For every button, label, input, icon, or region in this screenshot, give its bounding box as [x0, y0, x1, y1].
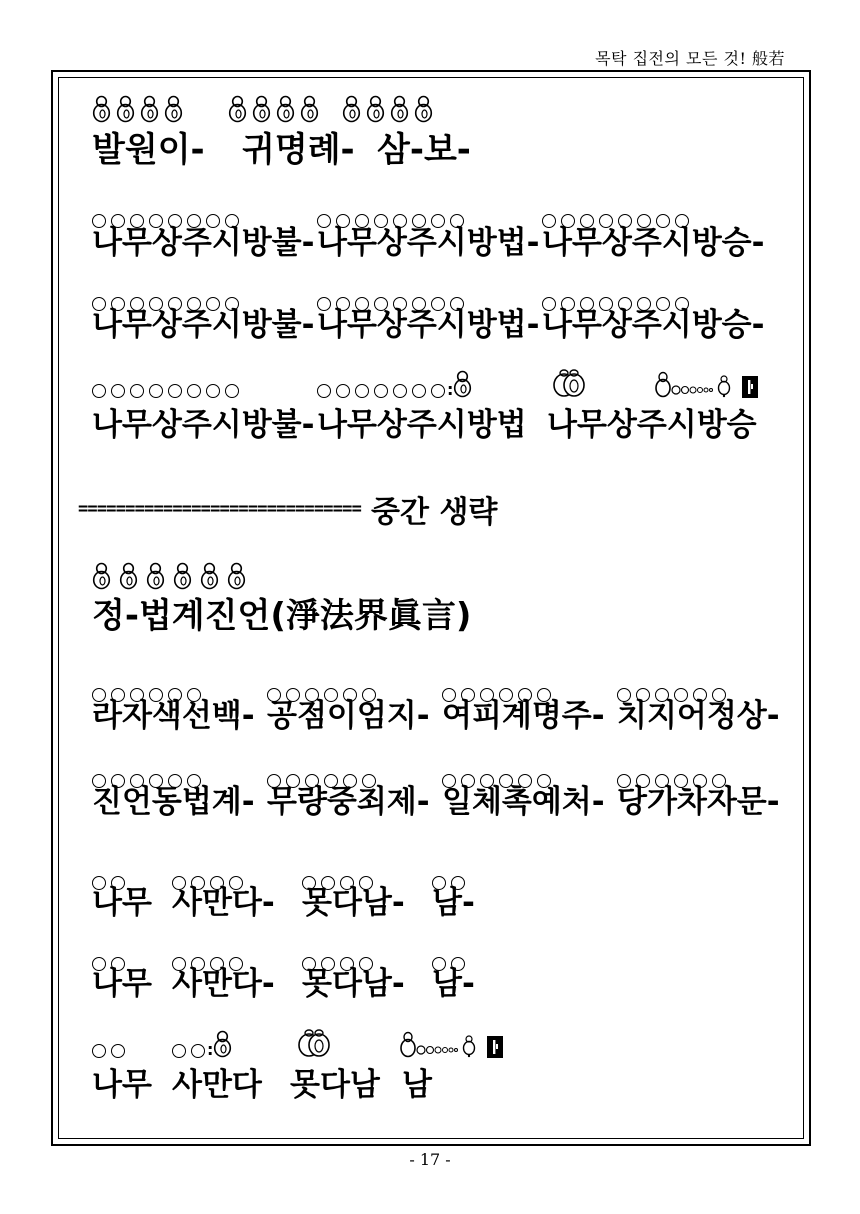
mantra-segment: 남: [402, 1067, 432, 1103]
beat-circle-icon: [412, 384, 426, 398]
mantra-segment: 나무: [92, 966, 152, 1002]
verse-segment: 치지어정상-: [617, 698, 780, 734]
chant-line: [92, 224, 765, 262]
mantra-segment: 사만다-: [172, 966, 275, 1002]
moktak-bell-icon: [119, 562, 138, 590]
chant-segment: 나무상주시방불-: [92, 225, 315, 261]
verse-segment: 당가차자문-: [617, 784, 780, 820]
double-gong-icon: [552, 368, 588, 398]
beat-circle-icon: [92, 384, 106, 398]
mantra-line: [92, 884, 475, 922]
title-segment: 삼-보-: [377, 130, 471, 170]
bell-marks-row: [92, 562, 254, 590]
moktak-bell-icon: [140, 95, 159, 123]
colon-mark-icon: :: [447, 380, 454, 399]
beat-circle-icon: [130, 384, 144, 398]
mantra-segment: 못다남: [290, 1067, 380, 1103]
verse-segment: 일체촉예처-: [442, 784, 605, 820]
verse-segment: 여피계명주-: [442, 698, 605, 734]
beat-row-final: [92, 370, 758, 398]
mantra-line-final: [92, 1066, 432, 1104]
verse-line: [92, 697, 780, 735]
beat-circle-icon: [172, 1044, 186, 1058]
chant-segment: 나무상주시방불-: [92, 407, 315, 443]
mantra-line: [92, 965, 475, 1003]
beat-circle-icon: [111, 1044, 125, 1058]
beat-circle-icon: [206, 384, 220, 398]
chant-segment: 나무상주시방불-: [92, 307, 315, 343]
moktak-bell-icon: [92, 562, 111, 590]
chant-segment: 나무상주시방승-: [542, 225, 765, 261]
moktak-bell-icon: [92, 95, 111, 123]
moktak-bell-icon: [200, 562, 219, 590]
moktak-bell-icon: [300, 95, 319, 123]
chant-line: [92, 306, 765, 344]
divider-line: ==============================: [78, 499, 362, 519]
mantra-segment: 남-: [432, 966, 475, 1002]
chant-segment: 나무상주시방법: [317, 407, 527, 443]
beat-circle-icon: [374, 384, 388, 398]
colon-mark-icon: :: [207, 1040, 214, 1059]
stop-marker-icon: [742, 376, 758, 398]
verse-segment: 공점이엄지-: [267, 698, 430, 734]
verse-line: [92, 783, 780, 821]
beat-circle-icon: [225, 384, 239, 398]
moktak-bell-icon: [173, 562, 192, 590]
moktak-bell-icon: [116, 95, 135, 123]
beat-circle-icon: [149, 384, 163, 398]
mantra-segment: 나무: [92, 885, 152, 921]
mallet-roll-icon: [654, 370, 734, 398]
beat-circle-icon: [168, 384, 182, 398]
omission-divider: [78, 487, 497, 531]
beat-circle-icon: [336, 384, 350, 398]
moktak-bell-icon: [276, 95, 295, 123]
moktak-bell-icon: [164, 95, 183, 123]
page-header: 목탁 집전의 모든 것! 般若: [595, 49, 785, 68]
moktak-bell-icon: [390, 95, 409, 123]
moktak-bell-icon: [366, 95, 385, 123]
beat-row-final: [92, 1030, 503, 1058]
moktak-bell-icon: [342, 95, 361, 123]
section2-title: [92, 597, 471, 635]
beat-circle-icon: [431, 384, 445, 398]
bell-marks-row: [92, 95, 438, 123]
moktak-bell-icon: [228, 95, 247, 123]
verse-segment: 무량중죄제-: [267, 784, 430, 820]
moktak-bell-icon: [453, 370, 472, 398]
stop-marker-icon: [487, 1036, 503, 1058]
verse-segment: 라자색선백-: [92, 698, 255, 734]
page-number: - 17 -: [409, 1150, 451, 1169]
moktak-bell-icon: [252, 95, 271, 123]
beat-circle-icon: [355, 384, 369, 398]
title-segment: 귀명례-: [242, 130, 355, 170]
double-gong-icon: [297, 1028, 333, 1058]
beat-circle-icon: [191, 1044, 205, 1058]
beat-circle-icon: [393, 384, 407, 398]
mantra-segment: 사만다: [172, 1067, 262, 1103]
beat-circle-icon: [187, 384, 201, 398]
chant-segment: 나무상주시방승-: [542, 307, 765, 343]
mantra-segment: 나무: [92, 1067, 152, 1103]
moktak-bell-icon: [414, 95, 433, 123]
beat-circle-icon: [92, 1044, 106, 1058]
chant-segment: 나무상주시방법-: [317, 225, 540, 261]
divider-label: 중간 생략: [371, 495, 498, 530]
moktak-bell-icon: [227, 562, 246, 590]
mantra-segment: 남-: [432, 885, 475, 921]
chant-segment: 나무상주시방법-: [317, 307, 540, 343]
mantra-segment: 못다남-: [302, 966, 405, 1002]
moktak-bell-icon: [213, 1030, 232, 1058]
mantra-title: 정-법계진언(淨法界眞言): [92, 596, 472, 636]
chant-line-final: [92, 406, 757, 444]
mallet-roll-icon: [399, 1030, 479, 1058]
mantra-segment: 못다남-: [302, 885, 405, 921]
beat-circle-icon: [317, 384, 331, 398]
verse-segment: 진언동법계-: [92, 784, 255, 820]
title-segment: 발원이-: [92, 130, 205, 170]
section1-title: [92, 131, 471, 169]
chant-segment: 나무상주시방승: [547, 407, 757, 443]
moktak-bell-icon: [146, 562, 165, 590]
mantra-segment: 사만다-: [172, 885, 275, 921]
beat-circle-icon: [111, 384, 125, 398]
